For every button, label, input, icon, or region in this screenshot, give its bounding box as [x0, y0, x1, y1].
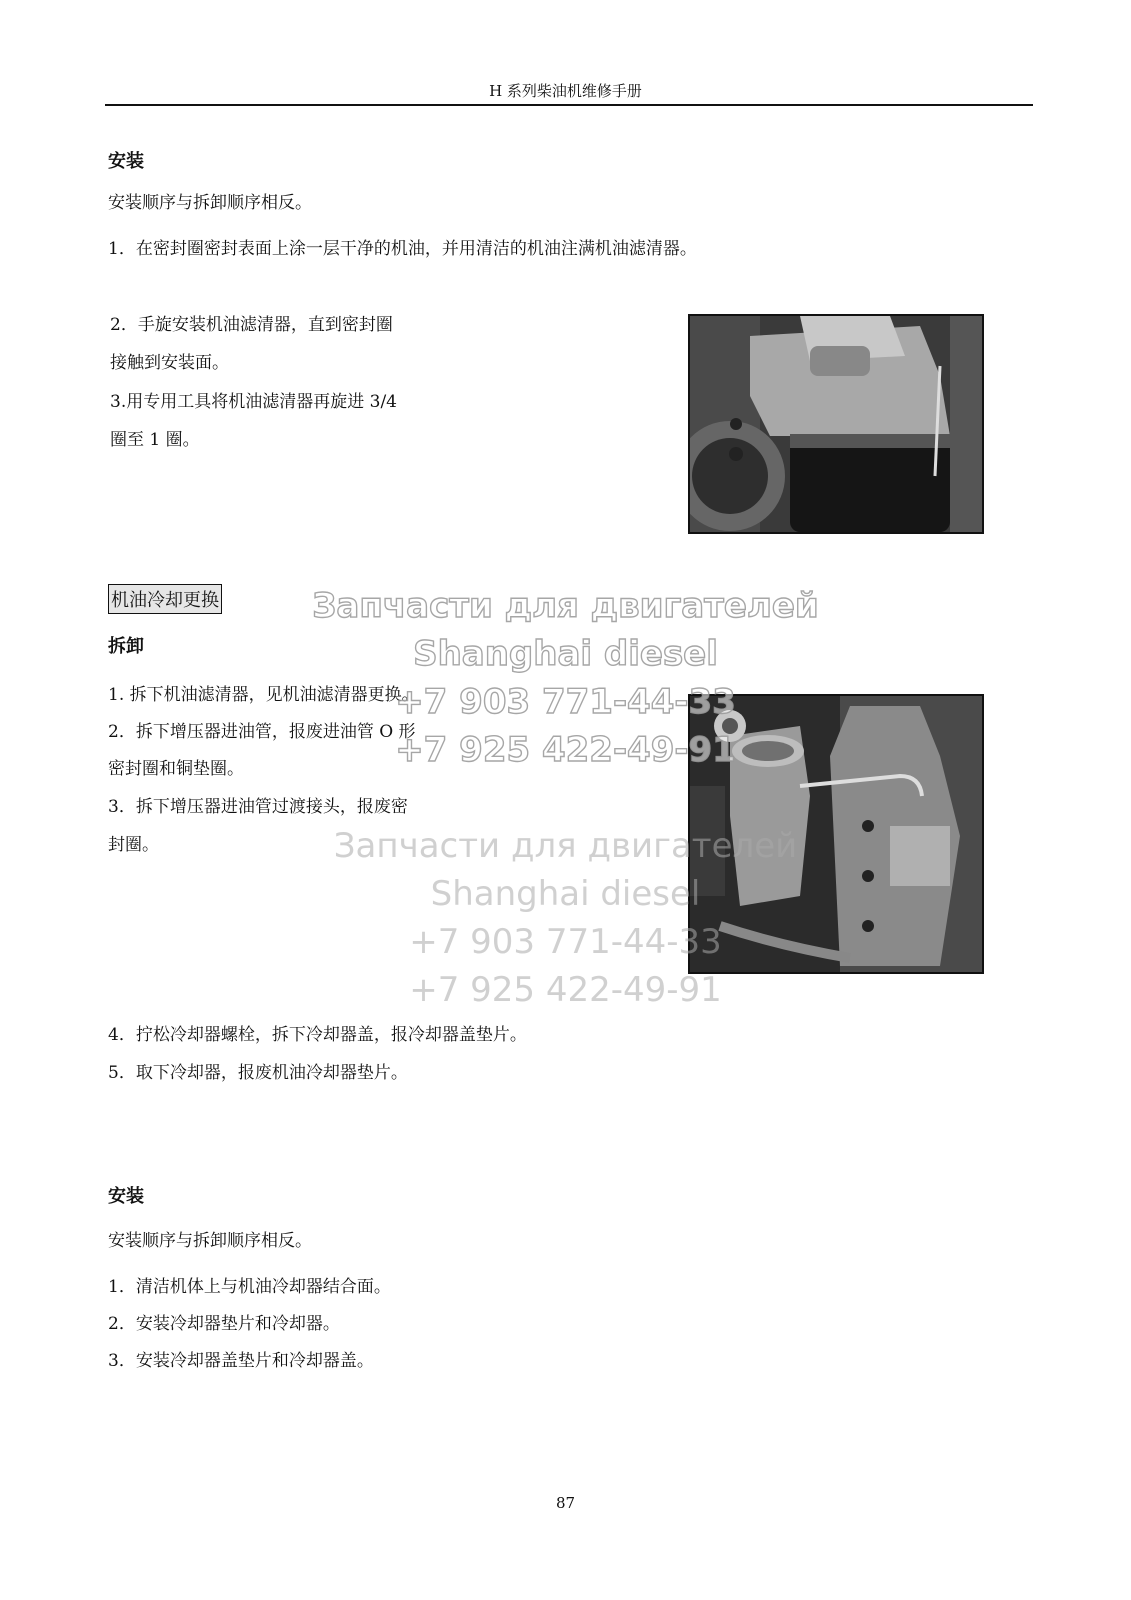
watermark-block-1	[0, 582, 1131, 774]
section-title-oil-cooler: 机油冷却更换	[108, 584, 222, 614]
watermark-line-2: Shanghai diesel	[413, 634, 718, 674]
install-step-1: 1．在密封圈密封表面上涂一层干净的机油，并用清洁的机油注满机油滤清器。	[108, 239, 697, 259]
running-header: H 系列柴油机维修手册	[489, 82, 642, 100]
removal-step-3-line-2: 封圈。	[108, 835, 159, 855]
removal-step-5: 5．取下冷却器，报废机油冷却器垫片。	[108, 1063, 408, 1083]
oil-filter-photo	[688, 314, 984, 534]
install-heading-2: 安装	[108, 1186, 144, 1207]
removal-step-2-line-2: 密封圈和铜垫圈。	[108, 759, 244, 779]
removal-step-2-line-1: 2．拆下增压器进油管，报废进油管 O 形	[108, 722, 416, 742]
watermark-line-2: Shanghai diesel	[430, 874, 701, 914]
watermark-line-4: +7 925 422-49-91	[395, 730, 736, 770]
install-step-1-b: 1．清洁机体上与机油冷却器结合面。	[108, 1277, 391, 1297]
watermark-line-1: Запчасти для двигателей	[333, 826, 798, 866]
removal-step-4: 4．拧松冷却器螺栓，拆下冷却器盖，报冷却器盖垫片。	[108, 1025, 527, 1045]
install-step-3-line-1: 3.用专用工具将机油滤清器再旋进 3/4	[110, 392, 397, 412]
watermark-line-3: +7 903 771-44-33	[409, 922, 722, 962]
removal-heading: 拆卸	[108, 636, 144, 657]
install-step-2-line-2: 接触到安装面。	[110, 353, 229, 373]
removal-step-3-line-1: 3．拆下增压器进油管过渡接头，报废密	[108, 797, 408, 817]
removal-step-1: 1. 拆下机油滤清器，见机油滤清器更换。	[108, 685, 419, 705]
watermark-line-3: +7 903 771-44-33	[395, 682, 736, 722]
watermark-block-2	[0, 822, 1131, 1014]
header-rule	[105, 104, 1033, 106]
install-step-3-b: 3．安装冷却器盖垫片和冷却器盖。	[108, 1351, 374, 1371]
install-heading: 安装	[108, 151, 144, 172]
install-step-2-b: 2．安装冷却器垫片和冷却器。	[108, 1314, 340, 1334]
install-intro-2: 安装顺序与拆卸顺序相反。	[108, 1231, 312, 1251]
watermark-line-1: Запчасти для двигателей	[312, 586, 819, 626]
page-number: 87	[555, 1494, 576, 1512]
watermark-line-4: +7 925 422-49-91	[409, 970, 722, 1010]
install-intro: 安装顺序与拆卸顺序相反。	[108, 193, 312, 213]
install-step-3-line-2: 圈至 1 圈。	[110, 430, 200, 450]
install-step-2-line-1: 2．手旋安装机油滤清器，直到密封圈	[110, 315, 393, 335]
